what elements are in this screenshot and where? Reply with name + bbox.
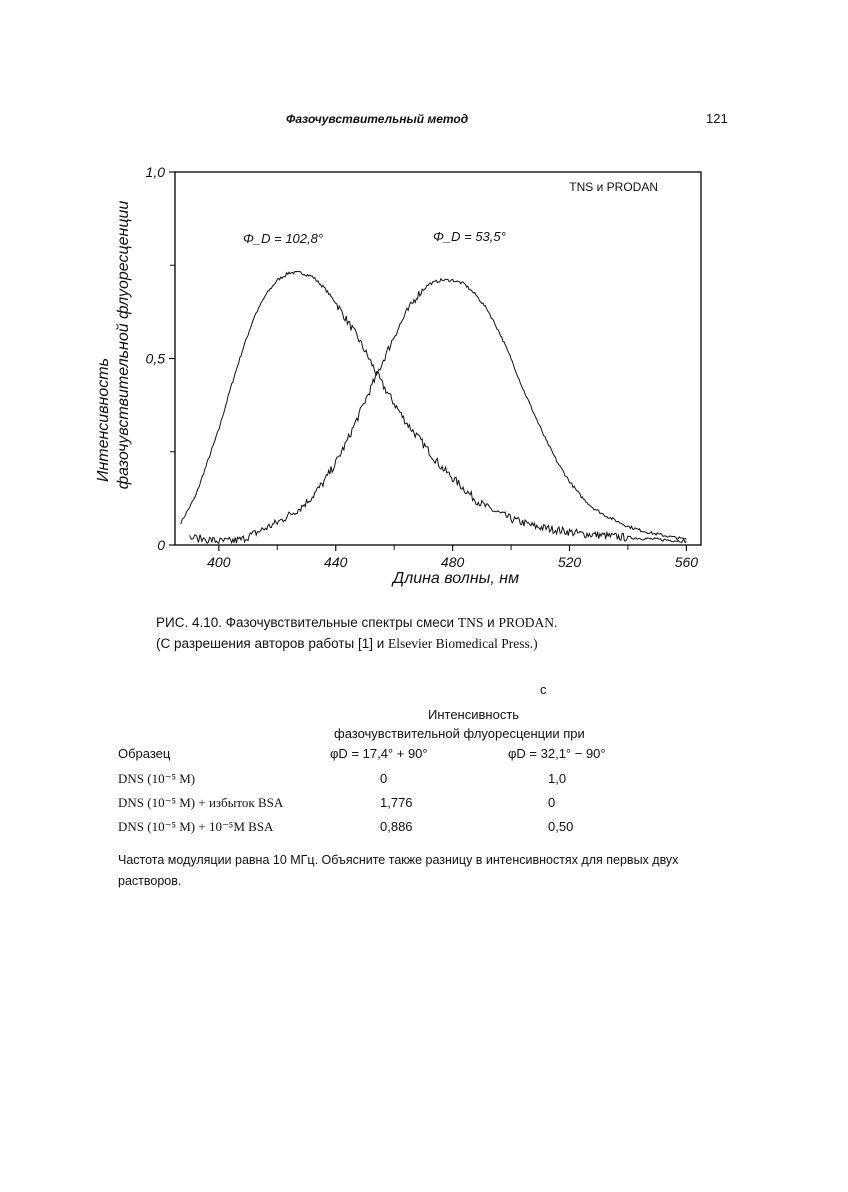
caption-and-2: и	[376, 636, 385, 651]
spectrum-line-1	[181, 272, 687, 543]
table-row-1-a: 0	[380, 771, 388, 786]
caption-prodan: PRODAN.	[498, 615, 558, 630]
col-header-a: φD = 17,4° + 90°	[330, 746, 428, 761]
caption-ref: [1]	[357, 636, 373, 651]
caption-credit: (С разрешения авторов работы	[156, 636, 355, 651]
figure-caption-line1	[156, 612, 756, 633]
y-tick-label: 0	[157, 537, 165, 553]
x-axis-label: Длина волны, нм	[392, 570, 520, 587]
fluorescence-spectra-chart	[88, 155, 728, 595]
table-row-1-sample: DNS (10⁻⁵ М)	[118, 771, 196, 786]
table-row-2-a: 1,776	[380, 795, 413, 810]
y-tick-label: 0,5	[145, 350, 165, 367]
figure-caption-line2	[156, 633, 756, 654]
x-tick-label: 400	[207, 554, 231, 570]
problem-note: Частота модуляции равна 10 МГц. Объясните также разницу в интенсивностях для первых двух растворов.	[118, 853, 679, 888]
table-row-3-a: 0,886	[380, 819, 413, 834]
table-row-3-sample: DNS (10⁻⁵ М) + 10⁻⁵М BSA	[118, 819, 274, 834]
legend-text: TNS и PRODAN	[569, 180, 658, 194]
table-header-line1: Интенсивность	[428, 707, 520, 722]
table-row-1-b: 1,0	[548, 771, 567, 786]
table-row-2-sample: DNS (10⁻⁵ М) + избыток BSA	[118, 795, 284, 810]
caption-publisher: Elsevier Biomedical Press.)	[388, 636, 538, 651]
series-label-phi-53-5: Φ_D = 53,5°	[433, 229, 506, 244]
x-tick-label: 560	[674, 554, 699, 570]
series-label-phi-102-8: Φ_D = 102,8°	[243, 231, 324, 246]
table-header-line2: фазочувствительной флуоресценции при	[334, 726, 585, 741]
running-header-title: Фазочувствительный метод	[286, 112, 469, 126]
x-tick-label: 520	[557, 554, 582, 570]
caption-tns: TNS	[457, 615, 484, 630]
table-row-2-b: 0	[548, 795, 556, 810]
table-row-3-b: 0,50	[548, 819, 574, 834]
x-tick-label: 440	[324, 554, 348, 570]
y-axis-label-line1: Интенсивность	[95, 358, 112, 482]
col-header-b: φD = 32,1° − 90°	[508, 746, 606, 761]
spectrum-line-2	[190, 279, 687, 544]
plot-frame	[175, 172, 701, 545]
page-number: 121	[706, 111, 728, 126]
y-axis-label-line2: фазочувствительной флуоресценции	[115, 200, 132, 490]
y-tick-label: 1,0	[145, 164, 165, 180]
caption-prefix: РИС. 4.10. Фазочувствительные спектры смеси	[156, 615, 455, 630]
problem-letter: c	[540, 682, 547, 697]
col-header-sample: Образец	[118, 746, 171, 761]
caption-and: и	[487, 615, 495, 630]
x-tick-label: 480	[440, 554, 465, 570]
